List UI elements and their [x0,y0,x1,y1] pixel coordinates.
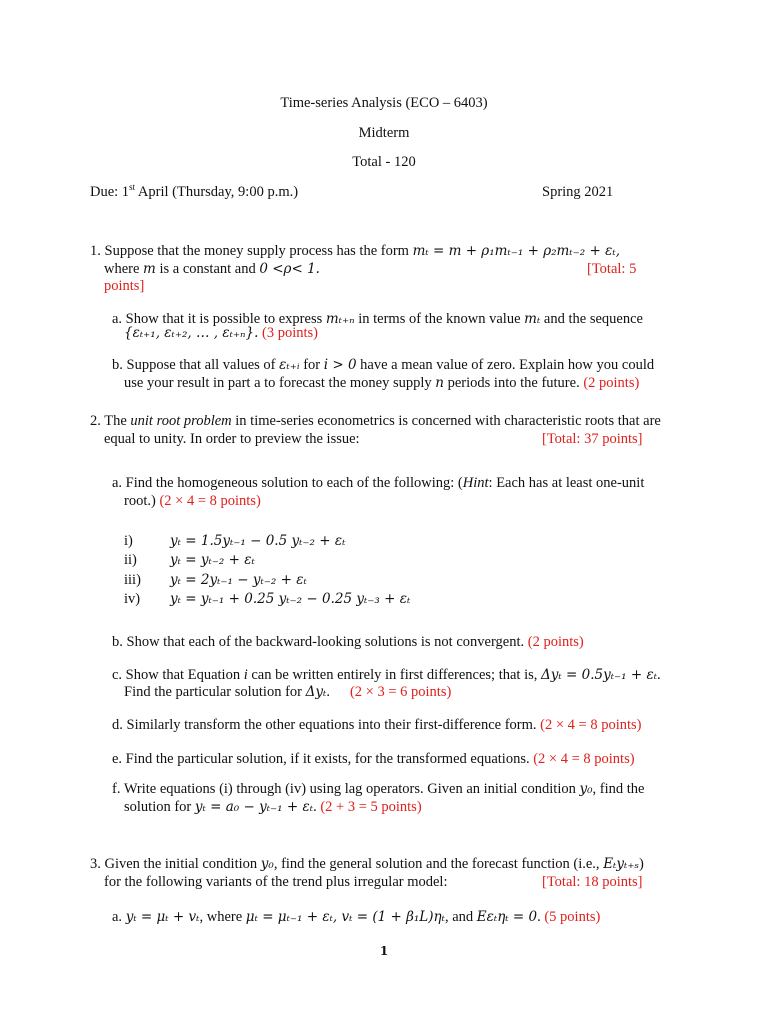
q2b-line [112,633,584,651]
q2e-text: e. Find the particular solution, if it exists, for the transformed equations. [112,751,534,767]
q3a-line [112,908,600,926]
q2-eq-label-2: ii) [124,552,137,568]
q2c-math2: Δyₜ [305,684,327,700]
q2-line2: equal to unity. In order to preview the issue: [104,431,360,447]
q2a-line2-text: root.) [124,493,160,509]
q1b-line2 [124,374,639,392]
q1b-line2-post: periods into the future. [443,375,584,391]
q1a-pre: a. Show that it is possible to express [112,311,326,327]
q2-pre: 2. The [90,413,131,429]
page-number: 1 [379,944,389,958]
due-date [90,183,298,201]
q1-line2-mid: is a constant and [155,261,260,277]
due-prefix: Due: 1 [90,184,130,200]
q2a-hint: Hint [462,475,489,491]
q1b-line2-pre: use your result in part a to forecast the money supply [124,375,436,391]
q1a-mid: in terms of the known value [354,311,525,327]
q1a-math2: mₜ [524,311,541,327]
q2f-post: , find the [592,781,645,797]
q1-total: [Total: 5 [587,261,637,277]
q2d-text: d. Similarly transform the other equations into their first-difference form. [112,717,541,733]
q2c-line2 [124,683,451,701]
q1-total-cont: points] [104,278,145,294]
q2-eq-label-1: i) [124,533,133,549]
q3-mid: , find the general solution and the forecast function (i.e., [273,856,604,872]
q2-post: in time-series econometrics is concerned with characteristic roots that are [231,413,661,429]
q3-math: Eₜyₜ₊ₛ [603,856,640,872]
q2-eq-1: yₜ = 1.5yₜ₋₁ − 0.5 yₜ₋₂ + εₜ [170,533,346,549]
q2c-pre: c. Show that Equation [112,667,244,683]
q3-total: [Total: 18 points] [542,874,643,890]
due-superscript: st [129,182,136,193]
q2a-post: : Each has at least one-unit [488,475,645,491]
q2c-math: Δyₜ = 0.5yₜ₋₁ + εₜ [541,667,658,683]
q1b-math: εₜ₊ᵢ [279,357,300,373]
q1-line2 [104,260,320,278]
q3a-math1: yₜ = μₜ + vₜ [125,909,200,925]
q3-line2: for the following variants of the trend plus irregular model: [104,874,448,890]
q2c-post: . [657,667,661,683]
q1b-points: (2 points) [583,375,640,391]
q3-pre: 3. Given the initial condition [90,856,261,872]
q1-condition: 0 <ρ< 1. [259,261,320,277]
due-suffix: April (Thursday, 9:00 p.m.) [135,184,299,200]
q2-eq-4: yₜ = yₜ₋₁ + 0.25 yₜ₋₂ − 0.25 yₜ₋₃ + εₜ [170,591,411,607]
q2f-line2 [124,798,422,816]
q2-eq-label-3: iii) [124,572,141,588]
q1b-n: n [435,375,444,391]
q3a-math2: μₜ = μₜ₋₁ + εₜ, vₜ = (1 + β₁L)ηₜ [245,909,445,925]
q2d-points: (2 × 4 = 8 points) [540,717,642,733]
q2f-math: yₜ = a₀ − yₜ₋₁ + εₜ [194,799,314,815]
q3a-pre: a. [112,909,126,925]
q2c-points: (2 × 3 = 6 points) [349,684,452,700]
q3-line1 [90,855,644,873]
q1-text: 1. Suppose that the money supply process has the form [90,243,413,259]
q1-line1 [90,242,620,260]
exam-title: Midterm [358,125,410,141]
q3a-mid2: , and [444,909,477,925]
q2f-y0: y₀ [579,781,593,797]
q2f-line1 [112,780,644,798]
q2e-points: (2 × 4 = 8 points) [533,751,635,767]
q1b-cond: i > 0 [323,357,357,373]
q3a-post: . [537,909,545,925]
q2a-line2 [124,492,261,510]
q2b-text: b. Show that each of the backward-looking solutions is not convergent. [112,634,528,650]
q2c-i: i [243,667,248,683]
q2b-points: (2 points) [527,634,584,650]
q1a-line2 [124,324,318,342]
q2c-line2-post: . [326,684,330,700]
q2e-line [112,750,635,768]
q2c-line2-pre: Find the particular solution for [124,684,306,700]
course-title: Time-series Analysis (ECO – 6403) [280,95,488,111]
q2-eq-2: yₜ = yₜ₋₂ + εₜ [170,552,255,568]
q1b-pre: b. Suppose that all values of [112,357,280,373]
q2-eq-3: yₜ = 2yₜ₋₁ − yₜ₋₂ + εₜ [170,572,307,588]
q3a-math3: Eεₜηₜ = 0 [476,909,538,925]
q2-line1 [90,412,661,430]
q1b-line1 [112,356,654,374]
q3-y0: y₀ [260,856,274,872]
q2f-line2-pre: solution for [124,799,195,815]
q1a-math1: mₜ₊ₙ [325,311,355,327]
q1b-mid: for [299,357,324,373]
q1-m: m [143,261,156,277]
q1a-sequence: {εₜ₊₁, εₜ₊₂, … , εₜ₊ₙ}. [124,325,259,341]
q1-equation: mₜ = m + ρ₁mₜ₋₁ + ρ₂mₜ₋₂ + εₜ, [412,243,620,259]
q3a-mid1: , where [199,909,246,925]
q1a-post: and the sequence [540,311,643,327]
term: Spring 2021 [542,184,614,200]
q2-eq-label-4: iv) [124,591,141,607]
q2d-line [112,716,642,734]
q2c-mid: can be written entirely in first differences; that is, [247,667,541,683]
q2f-pre: f. Write equations (i) through (iv) using lag operators. Given an initial condition [112,781,580,797]
q2-emphasis: unit root problem [130,413,232,429]
q1a-points: (3 points) [258,325,319,341]
q3-post: ) [639,856,644,872]
q2a-points: (2 × 4 = 8 points) [159,493,261,509]
q1b-post: have a mean value of zero. Explain how you could [356,357,655,373]
q1-line2-pre: where [104,261,144,277]
q2a-line1 [112,474,644,492]
q3a-points: (5 points) [544,909,601,925]
q2-total: [Total: 37 points] [542,431,643,447]
q2c-line1 [112,666,661,684]
q2f-line2-post: . [313,799,321,815]
q2a-pre: a. Find the homogeneous solution to each of the following: ( [112,475,463,491]
q2f-points: (2 + 3 = 5 points) [320,799,422,815]
exam-total: Total - 120 [352,154,416,170]
